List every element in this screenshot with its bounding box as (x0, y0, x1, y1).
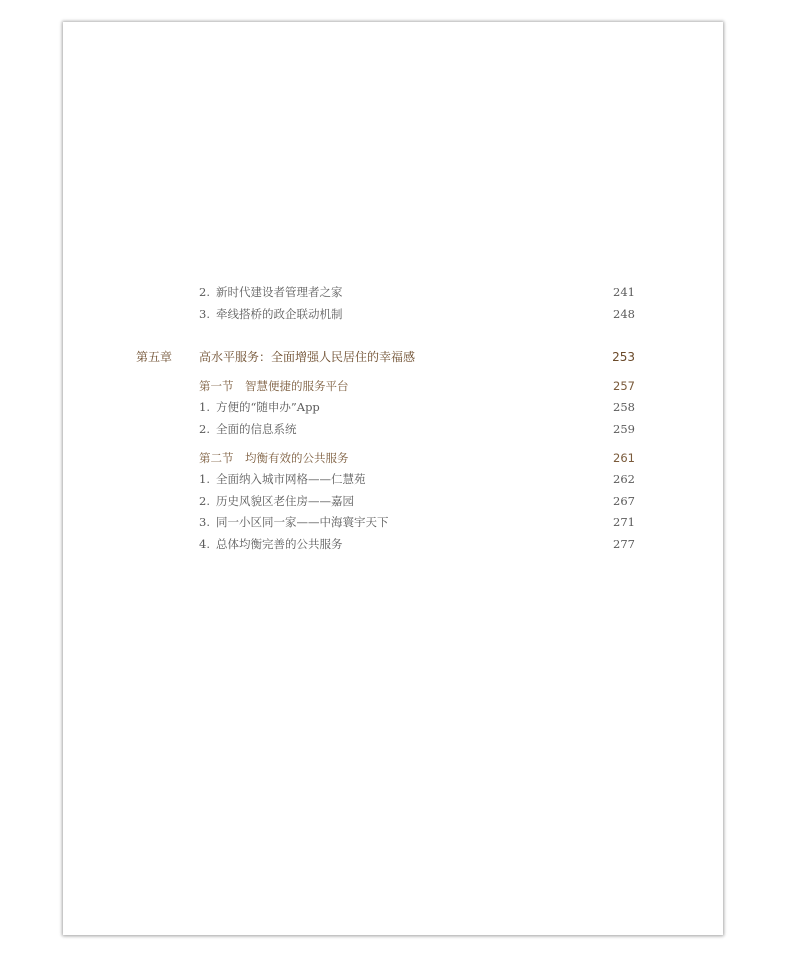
toc-item-title (199, 513, 389, 531)
toc-item[interactable] (63, 470, 723, 488)
toc-item[interactable] (63, 283, 723, 301)
toc-item-text: 历史风貌区老住房——嘉园 (216, 494, 354, 508)
toc-item-page: 248 (613, 307, 635, 321)
toc-item-page: 277 (613, 537, 635, 551)
toc-item-number: 2. (199, 422, 210, 436)
toc-item-text: 方便的“随申办”App (216, 400, 320, 414)
toc-item-number: 3. (199, 515, 210, 529)
toc-item-page: 267 (613, 494, 635, 508)
toc-section[interactable] (63, 449, 723, 467)
toc-item-title (199, 305, 343, 323)
toc-item-number: 2. (199, 494, 210, 508)
toc-item-text: 全面的信息系统 (216, 422, 297, 436)
toc-item[interactable] (63, 420, 723, 438)
toc-item-page: 259 (613, 422, 635, 436)
toc-section[interactable] (63, 377, 723, 395)
toc-item-text: 总体均衡完善的公共服务 (216, 537, 343, 551)
toc-item-title (199, 492, 354, 510)
chapter-page: 253 (612, 350, 635, 364)
toc-item-text: 同一小区同一家——中海寰宇天下 (216, 515, 389, 529)
table-of-contents (63, 22, 723, 935)
toc-item-page: 271 (613, 515, 635, 529)
toc-item-page: 258 (613, 400, 635, 414)
toc-item[interactable] (63, 305, 723, 323)
chapter-label: 第五章 (136, 350, 173, 364)
toc-item-number: 2. (199, 285, 210, 299)
toc-item[interactable] (63, 492, 723, 510)
toc-item-number: 3. (199, 307, 210, 321)
toc-chapter[interactable] (63, 348, 723, 366)
toc-item-page: 262 (613, 472, 635, 486)
toc-item-title (199, 420, 297, 438)
toc-item[interactable] (63, 513, 723, 531)
section-title: 第一节 智慧便捷的服务平台 (199, 379, 349, 393)
toc-item-number: 4. (199, 537, 210, 551)
section-page: 261 (613, 451, 635, 465)
toc-item-number: 1. (199, 400, 210, 414)
section-title: 第二节 均衡有效的公共服务 (199, 451, 349, 465)
toc-item-text: 新时代建设者管理者之家 (216, 285, 343, 299)
toc-item[interactable] (63, 535, 723, 553)
toc-item-page: 241 (613, 285, 635, 299)
toc-item[interactable] (63, 398, 723, 416)
toc-item-title (199, 398, 320, 416)
toc-item-title (199, 535, 343, 553)
toc-item-text: 全面纳入城市网格——仁慧苑 (216, 472, 366, 486)
toc-item-number: 1. (199, 472, 210, 486)
toc-item-title (199, 470, 366, 488)
book-page (63, 22, 723, 935)
chapter-title: 高水平服务：全面增强人民居住的幸福感 (199, 350, 416, 364)
section-page: 257 (613, 379, 635, 393)
toc-item-title (199, 283, 343, 301)
toc-item-text: 牵线搭桥的政企联动机制 (216, 307, 343, 321)
